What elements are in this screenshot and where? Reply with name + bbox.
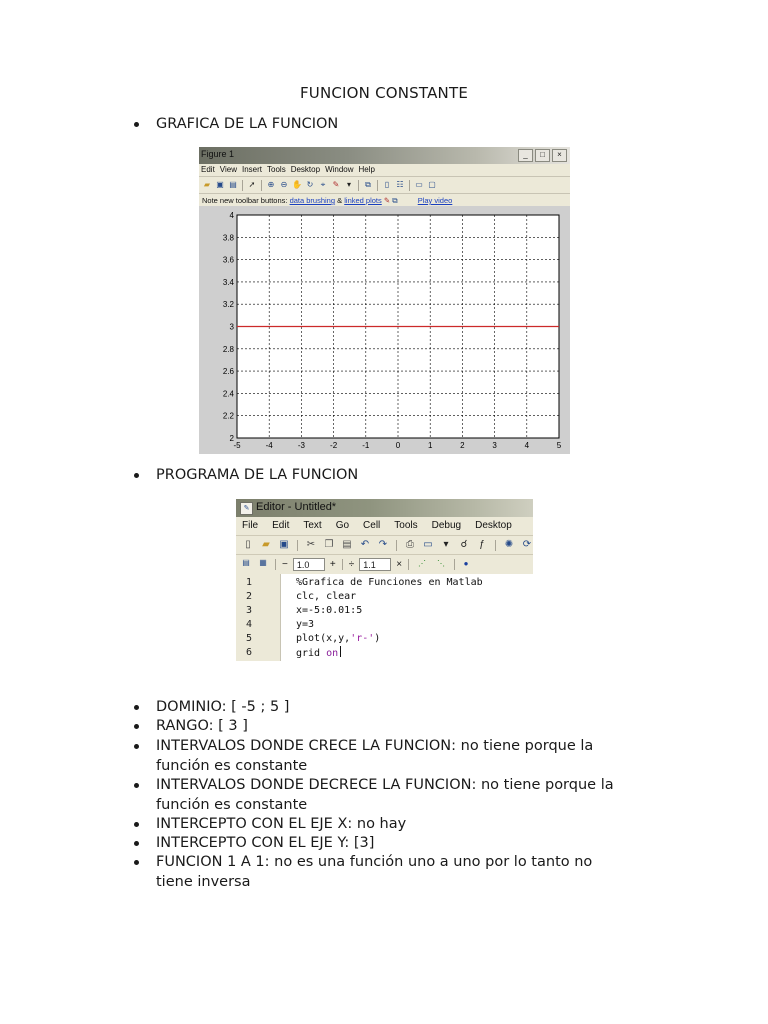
menu-edit[interactable]: Edit: [201, 165, 215, 174]
play-video-link[interactable]: Play video: [417, 196, 453, 205]
bullet-text: INTERVALOS DONDE DECRECE LA FUNCION: no tiene porque la: [156, 777, 614, 793]
comment-icon[interactable]: ▭: [423, 539, 433, 550]
show-tools-icon[interactable]: ▢: [428, 180, 436, 189]
code-line: [236, 618, 533, 632]
hide-tools-icon[interactable]: ▭: [415, 180, 423, 189]
brush-icon[interactable]: ✎: [332, 180, 340, 189]
bullet-text: INTERVALOS DONDE CRECE LA FUNCION: no tiene porque la: [156, 738, 594, 754]
editor-title: Editor - Untitled*: [256, 501, 337, 513]
link-icon[interactable]: ⧉: [365, 180, 371, 189]
bullet-text: función es constante: [156, 797, 308, 813]
toolbar-separator: [454, 559, 455, 570]
brush-icon: ✎: [383, 196, 391, 205]
bullet-dot: [134, 860, 139, 865]
editor-app-icon: ✎: [240, 502, 253, 515]
menu-tools[interactable]: Tools: [394, 520, 418, 531]
plot-area: [199, 206, 570, 454]
pan-icon[interactable]: ✋: [292, 180, 302, 189]
y-tick-label: 3.4: [222, 277, 234, 287]
code-keyword: on: [326, 648, 339, 659]
save-icon[interactable]: ▣: [216, 180, 224, 189]
zoom-out-icon[interactable]: ⊖: [280, 180, 288, 189]
code-line: [236, 576, 533, 590]
code-segment: plot(x,y,: [296, 633, 351, 644]
toolbar-separator: [297, 540, 298, 551]
data-cursor-icon[interactable]: ⌖: [320, 180, 326, 189]
divide-button[interactable]: ÷: [348, 558, 355, 570]
menu-help[interactable]: Help: [358, 165, 375, 174]
run-icon[interactable]: ⟳: [522, 539, 532, 550]
x-tick-label: -5: [233, 441, 241, 450]
code-line: [236, 632, 533, 646]
bullet-text: FUNCION 1 A 1: no es una función uno a uno por lo tanto no: [156, 854, 593, 870]
code-text: clc, clear: [296, 591, 357, 602]
line-number: 1: [246, 577, 253, 588]
menu-go[interactable]: Go: [335, 520, 350, 531]
y-tick-label: 2.6: [222, 367, 234, 377]
line-number: 2: [246, 591, 253, 602]
y-tick-label: 3: [229, 322, 234, 332]
bullet-text: INTERCEPTO CON EL EJE Y: [3]: [156, 835, 375, 851]
editor-menubar: [236, 517, 533, 535]
menu-view[interactable]: View: [219, 165, 237, 174]
legend-icon[interactable]: ☷: [396, 180, 404, 189]
cell-mode-icon[interactable]: ▤: [242, 558, 250, 567]
menu-window[interactable]: Window: [325, 165, 354, 174]
toolbar-separator: [275, 559, 276, 570]
menu-tools[interactable]: Tools: [267, 165, 286, 174]
bullet-dot: [134, 744, 139, 749]
y-tick-label: 2.2: [222, 411, 234, 421]
code-text: [296, 632, 380, 646]
dropdown-icon[interactable]: ▾: [443, 539, 449, 550]
bullet-dot: [134, 122, 139, 127]
menu-file[interactable]: File: [242, 520, 259, 531]
y-tick-label: 2: [229, 434, 234, 443]
copy-icon[interactable]: ❐: [324, 539, 334, 550]
code-line: [236, 590, 533, 604]
x-tick-label: -4: [265, 441, 273, 450]
menu-text[interactable]: Text: [303, 520, 322, 531]
x-tick-label: -2: [330, 441, 338, 450]
dropdown-icon[interactable]: ▾: [346, 180, 351, 189]
open-folder-icon[interactable]: ▰: [203, 180, 211, 189]
line-number: 5: [246, 633, 253, 644]
toolbar-separator: [495, 540, 496, 551]
bullet-text: tiene inversa: [156, 874, 251, 890]
code-area[interactable]: [236, 574, 533, 661]
info-icon[interactable]: ●: [463, 559, 469, 568]
toolbar-separator: [377, 180, 378, 191]
linked-plots-icon: ⧉: [392, 196, 398, 205]
minimize-button[interactable]: _: [518, 149, 533, 162]
undo-icon[interactable]: ↶: [360, 539, 370, 550]
increment-button[interactable]: +: [329, 558, 336, 570]
print-icon[interactable]: ⎙: [406, 539, 414, 550]
menu-desktop[interactable]: Desktop: [475, 520, 512, 531]
y-tick-label: 3.8: [222, 233, 234, 243]
editor-toolbar: [236, 535, 533, 554]
code-string: 'r-': [350, 633, 375, 644]
line-number: 4: [246, 619, 253, 630]
x-tick-label: 1: [427, 441, 433, 450]
editor-titlebar: [236, 499, 533, 517]
bullet-dot: [134, 822, 139, 827]
menu-insert[interactable]: Insert: [242, 165, 263, 174]
cell-next-icon[interactable]: ⋱: [437, 559, 446, 568]
code-segment: grid: [296, 648, 327, 659]
scale-value-input[interactable]: 1.1: [359, 558, 391, 571]
bullet-dot: [134, 783, 139, 788]
close-button[interactable]: ×: [552, 149, 567, 162]
toolbar-separator: [358, 180, 359, 191]
figure-window: [199, 147, 570, 454]
line-number: 3: [246, 605, 253, 616]
note-prefix: Note new toolbar buttons:: [202, 196, 288, 205]
editor-window: [236, 499, 533, 661]
print-icon[interactable]: ▤: [229, 180, 237, 189]
x-tick-label: 4: [524, 441, 530, 450]
cell-toolbar: [236, 554, 533, 573]
menu-desktop[interactable]: Desktop: [290, 165, 321, 174]
note-amp: &: [337, 196, 343, 205]
y-tick-label: 2.8: [222, 344, 234, 354]
x-tick-label: 5: [556, 441, 562, 450]
line-number: 6: [246, 647, 253, 658]
menu-cell[interactable]: Cell: [363, 520, 381, 531]
decrement-button[interactable]: −: [282, 558, 288, 570]
text-caret: [340, 646, 341, 657]
new-file-icon[interactable]: ▯: [245, 539, 251, 550]
toolbar-separator: [242, 180, 243, 191]
bullet-text: PROGRAMA DE LA FUNCION: [156, 467, 359, 483]
figure-titlebar: [199, 147, 570, 164]
bullet-text: función es constante: [156, 758, 308, 774]
figure-title: Figure 1: [201, 149, 235, 159]
bullet-text: INTERCEPTO CON EL EJE X: no hay: [156, 816, 407, 832]
toolbar-separator: [396, 540, 397, 551]
code-text: %Grafica de Funciones en Matlab: [296, 577, 483, 588]
y-tick-label: 3.6: [222, 255, 234, 265]
data-brushing-link[interactable]: data brushing: [289, 196, 336, 205]
bullet-dot: [134, 473, 139, 478]
paste-icon[interactable]: ▤: [342, 539, 352, 550]
bullet-dot: [134, 724, 139, 729]
bullet-text: GRAFICA DE LA FUNCION: [156, 116, 339, 132]
y-tick-label: 2.4: [222, 389, 234, 399]
colorbar-icon[interactable]: ▯: [384, 180, 390, 189]
bullet-dot: [134, 705, 139, 710]
toolbar-separator: [408, 559, 409, 570]
redo-icon[interactable]: ↷: [378, 539, 388, 550]
code-segment: ): [374, 633, 381, 644]
zoom-in-icon[interactable]: ⊕: [267, 180, 275, 189]
y-tick-label: 3.2: [222, 300, 234, 310]
multiply-button[interactable]: ×: [396, 558, 403, 570]
code-text: x=-5:0.01:5: [296, 605, 363, 616]
cell-eval-icon[interactable]: ▦: [259, 558, 267, 567]
toolbar-separator: [409, 180, 410, 191]
x-tick-label: 3: [492, 441, 497, 450]
code-text: [296, 646, 341, 661]
figure-menubar: [199, 164, 570, 176]
page-title: FUNCION CONSTANTE: [299, 84, 469, 102]
x-tick-label: -3: [297, 441, 305, 450]
window-buttons: [518, 149, 567, 162]
x-tick-label: -1: [362, 441, 370, 450]
toolbar-separator: [342, 559, 343, 570]
cell-prev-icon[interactable]: ⋰: [418, 559, 427, 568]
bullet-dot: [134, 841, 139, 846]
rotate-icon[interactable]: ↻: [306, 180, 314, 189]
toolbar-separator: [261, 180, 262, 191]
linked-plots-link[interactable]: linked plots: [344, 196, 382, 205]
breakpoint-icon[interactable]: ✺: [504, 539, 514, 550]
menu-edit[interactable]: Edit: [272, 520, 290, 531]
open-folder-icon[interactable]: ▰: [262, 539, 270, 550]
find-icon[interactable]: ☌: [460, 539, 468, 550]
code-line: [236, 646, 533, 660]
pointer-icon[interactable]: ➚: [248, 180, 256, 189]
x-tick-label: 0: [395, 441, 401, 450]
x-tick-label: 2: [460, 441, 465, 450]
bullet-text: RANGO: [ 3 ]: [156, 718, 248, 734]
menu-debug[interactable]: Debug: [431, 520, 462, 531]
increment-value-input[interactable]: 1.0: [293, 558, 325, 571]
plot-svg: [199, 206, 570, 454]
y-tick-label: 4: [229, 211, 234, 220]
save-icon[interactable]: ▣: [279, 539, 289, 550]
code-line: [236, 604, 533, 618]
bullet-text: DOMINIO: [ -5 ; 5 ]: [156, 699, 290, 715]
maximize-button[interactable]: □: [535, 149, 550, 162]
fx-icon[interactable]: ƒ: [479, 539, 485, 550]
code-text: y=3: [296, 619, 315, 630]
figure-toolbar: [199, 176, 570, 194]
cut-icon[interactable]: ✂: [306, 539, 316, 550]
